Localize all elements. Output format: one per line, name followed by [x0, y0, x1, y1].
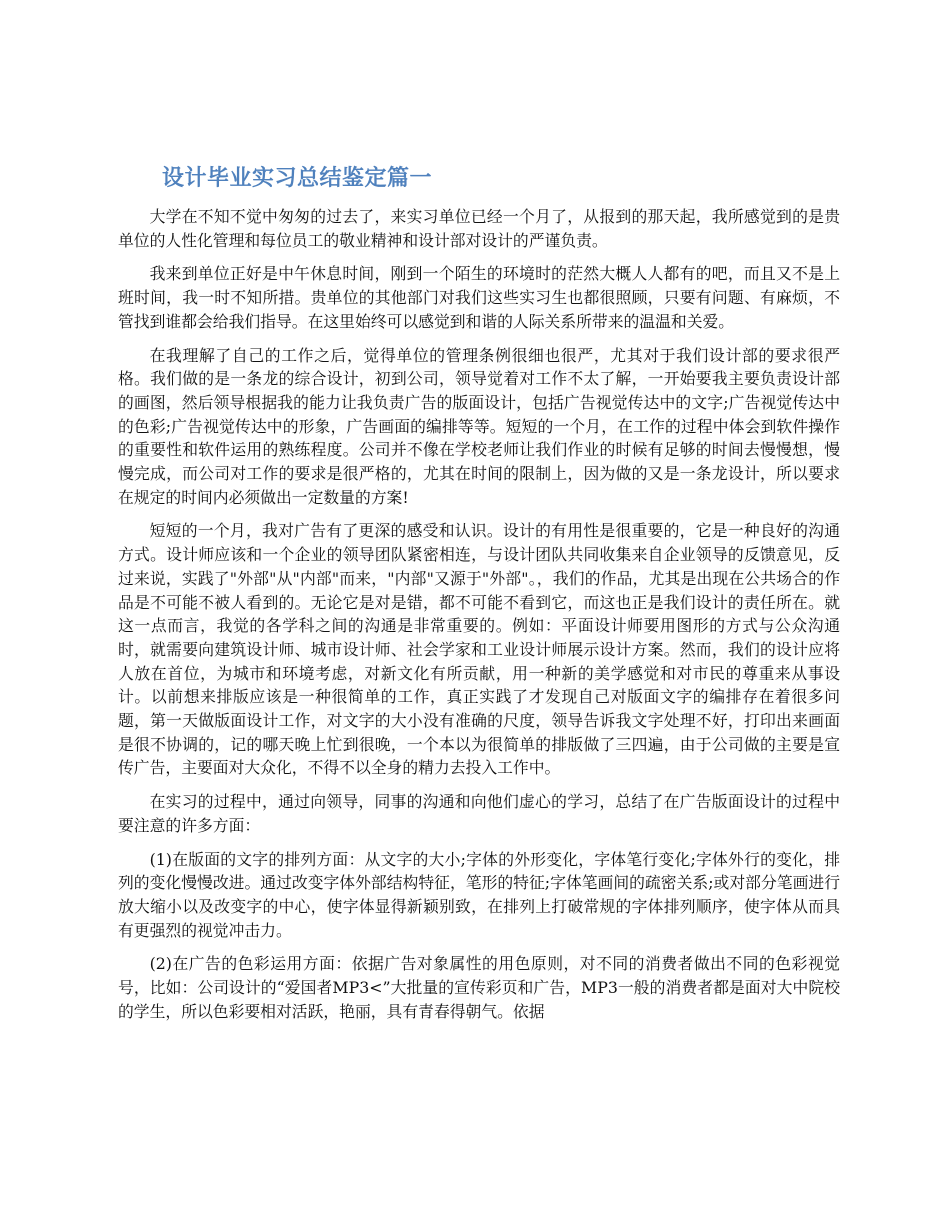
document-body	[118, 205, 840, 1034]
paragraph-1: 大学在不知不觉中匆匆的过去了，来实习单位已经一个月了，从报到的那天起，我所感觉到的是贵单位的人性化管理和每位员工的敬业精神和设计部对设计的严谨负责。	[118, 207, 840, 250]
document-title: 设计毕业实习总结鉴定篇一	[162, 166, 433, 191]
paragraph-2: 我来到单位正好是中午休息时间，刚到一个陌生的环境时的茫然大概人人都有的吧，而且又不是上班时间，我一时不知所措。贵单位的其他部门对我们这些实习生也都很照顾，只要有问题、有麻烦，不管找到谁都会给我们指导。在这里始终可以感觉到和谐的人际关系所带来的温温和关爱。	[118, 264, 840, 331]
paragraph-5: 在实习的过程中，通过向领导，同事的沟通和向他们虚心的学习，总结了在广告版面设计的过程中要注意的许多方面：	[118, 792, 840, 835]
paragraph-7: (2)在广告的色彩运用方面：依据广告对象属性的用色原则，对不同的消费者做出不同的色彩视觉号，比如：公司设计的“爱国者MP3<”大批量的宣传彩页和广告，MP3一般的消费者都是面对大中院校的学生，所以色彩要相对活跃，艳丽，具有青春得朝气。依据	[118, 954, 840, 1021]
paragraph-4: 短短的一个月，我对广告有了更深的感受和认识。设计的有用性是很重要的，它是一种良好的沟通方式。设计师应该和一个企业的领导团队紧密相连，与设计团队共同收集来自企业领导的反馈意见，反过来说，实践了"外部"从"内部"而来，"内部"又源于"外部"。，我们的作品，尤其是出现在公共场合的作品是不可能不被人看到的。无论它是对是错，都不可能不看到它，而这也正是我们设计的责任所在。就这一点而言，我觉的各学科之间的沟通是非常重要的。例如：平面设计师要用图形的方式与公众沟通时，就需要向建筑设计师、城市设计师、社会学家和工业设计师展示设计方案。然而，我们的设计应将人放在首位，为城市和环境考虑，对新文化有所贡献，用一种新的美学感觉和对市民的尊重来从事设计。以前想来排版应该是一种很简单的工作，真正实践了才发现自己对版面文字的编排存在着很多问题，第一天做版面设计工作，对文字的大小没有准确的尺度，领导告诉我文字处理不好，打印出来画面是很不协调的，记的哪天晚上忙到很晚，一个本以为很简单的排版做了三四遍，由于公司做的主要是宣传广告，主要面对大众化，不得不以全身的精力去投入工作中。	[118, 521, 840, 778]
paragraph-6: (1)在版面的文字的排列方面：从文字的大小;字体的外形变化，字体笔行变化;字体外行的变化，排列的变化慢慢改进。通过改变字体外部结构特征，笔形的特征;字体笔画间的疏密关系;或对部分笔画进行放大缩小以及改变字的中心，使字体显得新颖别致，在排列上打破常规的字体排列顺序，使字体从而具有更强烈的视觉冲击力。	[118, 849, 840, 940]
paragraph-3: 在我理解了自己的工作之后，觉得单位的管理条例很细也很严，尤其对于我们设计部的要求很严格。我们做的是一条龙的综合设计，初到公司，领导觉着对工作不太了解，一开始要我主要负责设计部的画图，然后领导根据我的能力让我负责广告的版面设计，包括广告视觉传达中的文字;广告视觉传达中的色彩;广告视觉传达中的形象，广告画面的编排等等。短短的一个月，在工作的过程中体会到软件操作的重要性和软件运用的熟练程度。公司并不像在学校老师让我们作业的时候有足够的时间去慢慢想，慢慢完成，而公司对工作的要求是很严格的，尤其在时间的限制上，因为做的又是一条龙设计，所以要求在规定的时间内必须做出一定数量的方案!	[118, 345, 840, 507]
